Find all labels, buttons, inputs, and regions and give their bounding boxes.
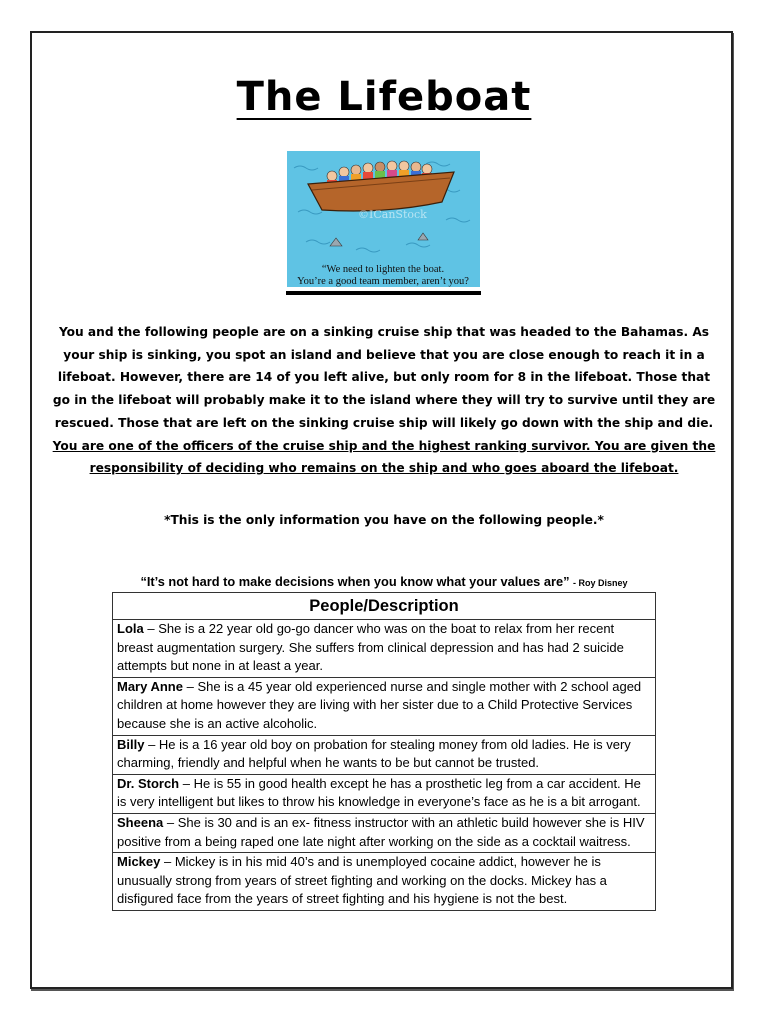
person-description: – He is a 16 year old boy on probation for stealing money from old ladies. He is very charming, friendly and helpful when he wants to be but cannot be trusted. (117, 736, 631, 771)
person-name: Billy (117, 736, 145, 752)
page-title (0, 74, 768, 120)
intro-text: You and the following people are on a sinking cruise ship that was headed to the Bahamas. As your ship is sinking, you spot an island and believe that you are close enough to reach it in a lifeboat. However, there are 14 of you left alive, but only room for 8 in the lifeboat. Those that go in the lifeboat will probably make it to the island where they will try to survive until they are rescued. Those that are left on the sinking cruise ship will likely go down with the ship and die. (52, 325, 716, 430)
page-title-text: The Lifeboat (236, 74, 532, 120)
cartoon-caption-line1: “We need to lighten the boat. (321, 264, 445, 275)
info-note: *This is the only information you have on the following people.* (164, 513, 604, 527)
person-description: – He is 55 in good health except he has a prosthetic leg from a car accident. He is very intelligent but likes to throw his knowledge in everyone’s face as he is a bit arrogant. (117, 775, 641, 810)
person-name: Lola (117, 621, 144, 636)
person-name: Dr. Storch (117, 775, 180, 791)
person-description: – Mickey is in his mid 40’s and is unemployed cocaine addict, however he is unusually strong from years of street fighting and working on the docks. Mickey has a disfigured face from the years of street fighting and his hygiene is not the best. (117, 854, 607, 907)
table-header: People/Description (113, 593, 656, 620)
table-row (113, 735, 656, 774)
person-name: Mary Anne (117, 678, 183, 694)
table-row (113, 677, 656, 735)
people-table (112, 592, 656, 911)
quote-text: “It’s not hard to make decisions when you know what your values are” (140, 574, 570, 589)
cartoon-caption-line2: You’re a good team member, aren’t you? (297, 276, 469, 287)
table-row (113, 774, 656, 813)
quote-attribution: - Roy Disney (573, 578, 628, 588)
person-name: Sheena (117, 814, 164, 830)
person-description: – She is a 45 year old experienced nurse and single mother with 2 school aged children at home however they are living with her sister due to a Child Protective Services because she is an active alcoholic. (117, 678, 642, 731)
watermark: ©ICanStock (358, 208, 427, 221)
quote (0, 574, 768, 589)
person-description: – She is a 22 year old go-go dancer who was on the boat to relax from her recent breast augmentation surgery. She suffers from clinical depression and has had 2 suicide attempts but none in at least a year. (117, 621, 624, 674)
table-row (113, 620, 656, 678)
person-name: Mickey (117, 854, 161, 870)
intro-paragraph (48, 321, 720, 480)
intro-underlined-text: You are one of the officers of the cruise ship and the highest ranking survivor. You are given the responsibility of deciding who remains on the ship and who goes aboard the lifeboat. (52, 438, 716, 476)
table-row (113, 813, 656, 852)
lifeboat-cartoon (286, 150, 481, 296)
person-description: – She is 30 and is an ex- fitness instructor with an athletic build however she is HIV positive from a being raped one late night after working on the side as a cocktail waitress. (117, 814, 645, 849)
table-row (113, 853, 656, 911)
